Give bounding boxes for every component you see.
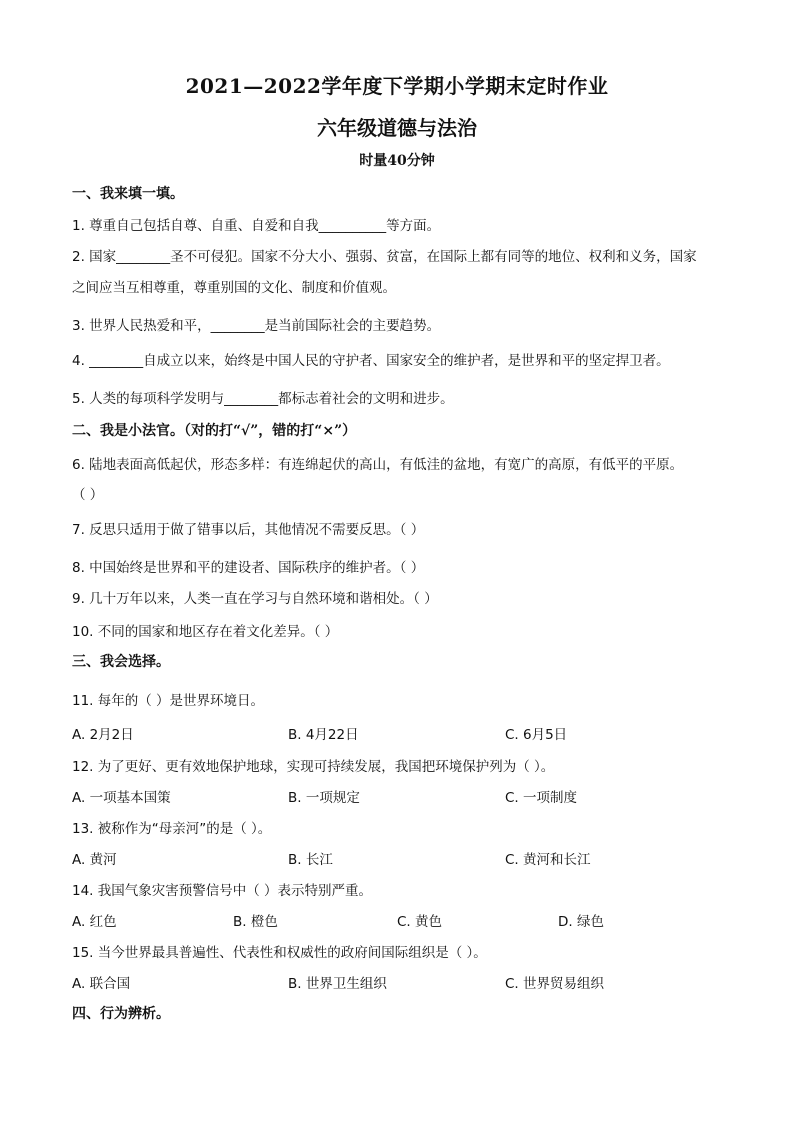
question-6-line-2: （ ） [72,487,104,503]
question-5: 5. 人类的每项科学发明与________都标志着社会的文明和进步。 [72,391,454,407]
question-1: 1. 尊重自己包括自尊、自重、自爱和自我__________等方面。 [72,218,441,234]
q15-option-c: C. 世界贸易组织 [505,976,605,992]
question-4: 4. ________自成立以来，始终是中国人民的守护者、国家安全的维护者，是世界和平的坚定捍卫者。 [72,353,670,369]
question-13: 13. 被称作为“母亲河”的是（ ）。 [72,821,272,837]
q12-option-c: C. 一项制度 [505,790,578,806]
q11-option-c: C. 6月5日 [505,727,568,743]
q14-option-b: B. 橙色 [233,914,278,930]
q14-option-c: C. 黄色 [397,914,443,930]
section-2-heading: 二、我是小法官。（对的打“√”，错的打“×”） [72,423,357,439]
q15-option-a: A. 联合国 [72,976,131,992]
q13-option-c: C. 黄河和长江 [505,852,591,868]
question-8: 8. 中国始终是世界和平的建设者、国际秩序的维护者。（ ） [72,560,425,576]
question-9: 9. 几十万年以来，人类一直在学习与自然环境和谐相处。（ ） [72,591,438,607]
section-3-heading: 三、我会选择。 [72,654,170,670]
question-2-line-2: 之间应当互相尊重，尊重别国的文化、制度和价值观。 [72,280,396,296]
q15-option-b: B. 世界卫生组织 [288,976,387,992]
question-10: 10. 不同的国家和地区存在着文化差异。（ ） [72,624,339,640]
question-7: 7. 反思只适用于做了错事以后，其他情况不需要反思。（ ） [72,522,425,538]
q13-option-b: B. 长江 [288,852,333,868]
exam-subtitle: 六年级道德与法治 [317,116,477,140]
question-14: 14. 我国气象灾害预警信号中（ ）表示特别严重。 [72,883,373,899]
q11-option-b: B. 4月22日 [288,727,359,743]
q12-option-b: B. 一项规定 [288,790,360,806]
question-15: 15. 当今世界最具普遍性、代表性和权威性的政府间国际组织是（ ）。 [72,945,487,961]
section-4-heading: 四、行为辨析。 [72,1006,170,1022]
q14-option-d: D. 绿色 [558,914,604,930]
question-6-line-1: 6. 陆地表面高低起伏，形态多样：有连绵起伏的高山，有低洼的盆地，有宽广的高原，有低平的平原。 [72,457,684,473]
time-note: 时量40分钟 [359,153,435,169]
q11-option-a: A. 2月2日 [72,727,134,743]
question-3: 3. 世界人民热爱和平，________是当前国际社会的主要趋势。 [72,318,441,334]
section-1-heading: 一、我来填一填。 [72,186,184,202]
q13-option-a: A. 黄河 [72,852,117,868]
exam-title: 2021—2022学年度下学期小学期末定时作业 [185,74,609,98]
question-2-line-1: 2. 国家________圣不可侵犯。国家不分大小、强弱、贫富，在国际上都有同等的地位、权利和义务，国家 [72,249,697,265]
question-11: 11. 每年的（ ）是世界环境日。 [72,693,265,709]
q12-option-a: A. 一项基本国策 [72,790,171,806]
q14-option-a: A. 红色 [72,914,117,930]
question-12: 12. 为了更好、更有效地保护地球，实现可持续发展，我国把环境保护列为（ ）。 [72,759,555,775]
